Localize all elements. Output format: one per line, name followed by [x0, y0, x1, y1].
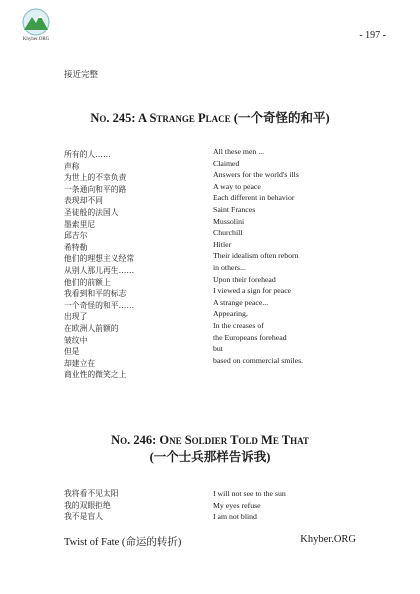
footer-site-name: Khyber.ORG	[300, 534, 356, 545]
poem-246-english: I will not see to the sun My eyes refuse I am not blind	[213, 489, 286, 522]
footer-book-title: Twist of Fate (命运的转折)	[64, 537, 182, 548]
poem-245-heading: No. 245: A Strange Place (一个奇怪的和平)	[90, 111, 330, 125]
poem-245-chinese: 所有的人…… 声称 为世上的不幸负责 一条通向和平的路 表现却不同 圣徒般的法国人 墨索里尼 邱吉尔 希特勒 他们的理想主义经常 从别人那儿再生…… 他们的前额上 我看到和平的标志 一个奇怪的和平…… 出现了 在欧洲人前额的 皱纹中 但是 却建立在 商业性的微笑之上	[64, 150, 135, 380]
khyber-logo	[14, 8, 58, 42]
status-label: 接近完整	[64, 70, 99, 80]
poem-246-heading-title: No. 246: One Soldier Told Me That	[111, 433, 309, 447]
poem-246-heading-subtitle: (一个士兵那样告诉我)	[149, 450, 271, 464]
poem-246-heading	[30, 432, 390, 466]
mountain-logo-icon	[21, 8, 51, 36]
page-number: - 197 -	[359, 30, 386, 41]
poem-246-chinese: 我将看不见太阳 我的双眼拒绝 我不是盲人	[64, 489, 119, 522]
logo-text: Khyber.ORG	[22, 37, 50, 42]
poem-245-english: All these men ... Claimed Answers for the world's ills A way to peace Each different in behavior Saint Frances Mussolini Churchill Hitler Their idealism often reborn in others... Upon their forehead I viewed a sign for peace A strange peace... Appearing, In the creases of the Europeans forehead but based on commercial smiles.	[213, 147, 304, 365]
